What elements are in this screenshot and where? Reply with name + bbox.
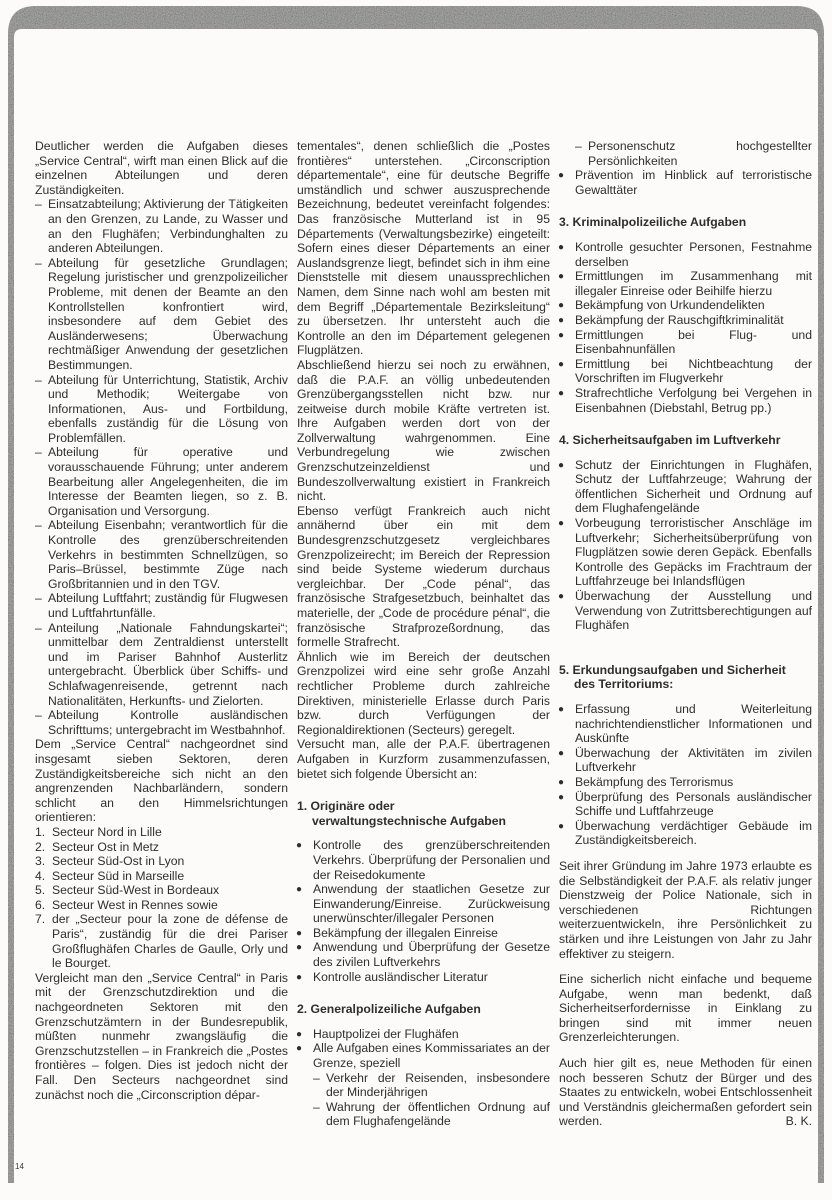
numbered-item: [35, 869, 288, 884]
item-text: Secteur West in Rennes sowie: [52, 897, 218, 912]
page-number: 14: [15, 1162, 24, 1171]
bullet-item: ● Kontrolle gesuchter Personen, Festnahme derselben: [559, 240, 812, 269]
item-text: Secteur Ost in Metz: [52, 839, 160, 854]
heading-line: des Territoriums:: [574, 677, 674, 692]
bullet-item: ● Kontrolle des grenzüberschreitenden Verkehrs. Überprüfung der Personalien und der Reisedokumente: [297, 838, 550, 882]
item-number: 3.: [35, 854, 46, 869]
item-number: 5.: [35, 883, 46, 898]
bullet-item: ● Bekämpfung der Rauschgiftkriminalität: [559, 313, 812, 328]
section-heading-4: 4. Sicherheitsaufgaben im Luftverkehr: [559, 433, 781, 448]
heading-line: 5. Erkundungsaufgaben und Sicherheit: [559, 662, 786, 677]
item-text: Secteur Süd-West in Bordeaux: [52, 883, 220, 898]
list-item: – Abteilung für Unterrichtung, Statistik, Archiv und Methodik; Weitergabe von Informationen, Aus- und Fortbildung, ebenfalls zuständig für die Lösung von Problemfällen.: [35, 373, 288, 446]
bullet-item: ● Überprüfung des Personals ausländischer Schiffe und Luftfahrzeuge: [559, 790, 812, 819]
bullet-item: ● Schutz der Einrichtungen in Flughäfen, Schutz der Luftfahrzeuge; Wahrung der öffentlichen Sicherheit und Ordnung auf dem Flughafengelände: [559, 458, 812, 516]
numbered-item: [35, 898, 288, 913]
bullet-item: ● Erfassung und Weiterleitung nachrichtendienstlicher Informationen und Auskünfte: [559, 702, 812, 746]
column-2: [297, 139, 550, 1129]
section-heading-5: [559, 663, 812, 692]
heading-line: 1. Originäre oder: [297, 799, 395, 814]
paragraph: tementales“, denen schließlich die „Postes frontières“ unterstehen. „Circonscription départementale“, eine für deutsche Begriffe umständlich und schwer auszusprechende Bezeichnung, bedeutet vereinfacht folgendes: Das französische Mutterland ist in 95 Départements (Verwaltungsbezirke) eingeteilt: Sofern eines dieser Départements an einer Auslandsgrenze liegt, befindet sich in ihm eine Dienststelle mit diesem unaussprechlichen Namen, dem Sinne nach wohl am besten mit dem Begriff „Départementale Bezirksleitung“ zu übersetzen. Ihr untersteht auch die Kontrolle an den im Département gelegenen Flugplätzen.: [297, 139, 550, 358]
bullet-item: ● Alle Aufgaben eines Kommissariates an der Grenze, speziell: [297, 1041, 550, 1070]
heading-line: verwaltungstechnische Aufgaben: [312, 813, 506, 828]
paragraph: Dem „Service Central“ nachgeordnet sind insgesamt sieben Sektoren, deren Zuständigkeitsbereiche sich nicht an den angrenzenden Nachbarländern, sondern schlicht an den Himmelsrichtungen orientieren:: [35, 737, 288, 825]
paragraph: Auch hier gilt es, neue Methoden für einen noch besseren Schutz der Bürger und des Staates zu entwickeln, wobei Entschlossenheit und Verständnis gleichermaßen gefordert sein werden.: [559, 1056, 812, 1129]
sub-list-item: – Verkehr der Reisenden, insbesondere der Minderjährigen: [297, 1071, 550, 1100]
bullet-item: ● Anwendung und Überprüfung der Gesetze des zivilen Luftverkehrs: [297, 940, 550, 969]
item-number: 4.: [35, 868, 46, 883]
list-item: – Abteilung Kontrolle ausländischen Schrifttums; untergebracht im Westbahnhof.: [35, 708, 288, 737]
item-number: 7.: [35, 912, 46, 927]
paragraph: Abschließend hierzu sei noch zu erwähnen, daß die P.A.F. an völlig unbedeutenden Grenzübergangsstellen nicht bzw. nur zeitweise durch mobile Kräfte vertreten ist. Ihre Aufgaben werden dort von der Zollverwaltung wahrgenommen. Eine Verbundregelung wie zwischen Grenzschutzeinzeldienst und Bundeszollverwaltung existiert in Frankreich nicht.: [297, 357, 550, 504]
bullet-item: ● Ermittlungen bei Flug- und Eisenbahnunfällen: [559, 328, 812, 357]
author-initials: B. K.: [785, 1114, 812, 1129]
item-number: 1.: [35, 824, 46, 839]
list-item: – Abteilung für operative und vorausschauende Führung; unter anderem Bearbeitung aller Angelegenheiten, die im Interesse der Beamten liegen, so z. B. Organisation und Versorgung.: [35, 445, 288, 518]
paragraph: Vergleicht man den „Service Central“ in Paris mit der Grenzschutzdirektion und die nachgeordneten Sektoren mit den Grenzschutzämtern in der Bundesrepublik, müßten nunmehr zwangsläufig die Grenzschutzstellen – in Frankreich die „Postes frontières – folgen. Dies ist jedoch nicht der Fall. Den Secteurs nachgeordnet sind zunächst noch die „Circonscription dépar-: [35, 970, 288, 1102]
list-item: – Abteilung Eisenbahn; verantwortlich für die Kontrolle des grenzüberschreitenden Verkehrs in bestimmten Schnellzügen, so Paris–Brüssel, bestimmte Züge nach Großbritannien und in den TGV.: [35, 518, 288, 591]
paragraph: Ebenso verfügt Frankreich auch nicht annähernd über ein mit dem Bundesgrenzschutzgesetz vergleichbares Grenzpolizeirecht; im Bereich der Repression sind beide Systeme wiederum durchaus vergleichbar. Der „Code pénal“, das französische Strafgesetzbuch, beinhaltet das materielle, der „Code de procédure pénal“, die französische Strafprozeßordnung, das formelle Strafrecht.: [297, 503, 550, 650]
bullet-item: ● Überwachung der Ausstellung und Verwendung von Zutrittsberechtigungen auf Flughäfen: [559, 589, 812, 633]
list-item: – Abteilung für gesetzliche Grundlagen; Regelung juristischer und grenzpolizeilicher Probleme, mit denen der Beamte an den Kontrollstellen konfrontiert wird, insbesondere auf dem Gebiet des Ausländerwesens; Überwachung rechtmäßiger Anwendung der gesetzlichen Bestimmungen.: [35, 256, 288, 373]
item-number: 2.: [35, 839, 46, 854]
bullet-item: ● Anwendung der staatlichen Gesetze zur Einwanderung/Einreise. Zurückweisung unerwünschter/illegaler Personen: [297, 882, 550, 926]
bullet-item: ● Überwachung verdächtiger Gebäude im Zuständigkeitsbereich.: [559, 819, 812, 848]
bullet-item: ● Ermittlungen im Zusammenhang mit illegaler Einreise oder Beihilfe hierzu: [559, 269, 812, 298]
bullet-item: ● Hauptpolizei der Flughäfen: [297, 1027, 550, 1042]
column-1: [35, 139, 288, 1129]
numbered-item: [35, 840, 288, 855]
numbered-item: [35, 854, 288, 869]
paragraph: Versucht man, alle der P.A.F. übertragenen Aufgaben in Kurzform zusammenzufassen, bietet sich folgende Übersicht an:: [297, 737, 550, 781]
item-number: 6.: [35, 897, 46, 912]
bullet-item: ● Bekämpfung der illegalen Einreise: [297, 926, 550, 941]
list-item: – Abteilung Luftfahrt; zuständig für Flugwesen und Luftfahrtunfälle.: [35, 591, 288, 620]
paragraph: Ähnlich wie im Bereich der deutschen Grenzpolizei wird eine sehr große Anzahl rechtlicher Probleme durch zahlreiche Direktiven, ministerielle Erlasse durch Paris bzw. durch Verfügungen der Regionaldirektionen (Secteurs) geregelt.: [297, 649, 550, 737]
item-text: Secteur Süd-Ost in Lyon: [52, 854, 185, 869]
item-text: Secteur Nord in Lille: [52, 824, 162, 839]
paragraph: Seit ihrer Gründung im Jahre 1973 erlaubte es die Selbständigkeit der P.A.F. als relativ junger Dienstzweig der Police Nationale, sich in verschiedenen Richtungen weiterzuentwickeln, ihre Persönlichkeit zu stärken und ihre Leistungen von Jahr zu Jahr effektiver zu steigern.: [559, 858, 812, 961]
sub-list-item: – Personenschutz hochgestellter Persönlichkeiten: [559, 139, 812, 168]
item-text: der „Secteur pour la zone de défense de Paris“, zuständig für die drei Pariser Großflughäfen Charles de Gaulle, Orly und le Bourget.: [52, 912, 288, 971]
section-heading-1: [297, 799, 550, 828]
bullet-item: ● Prävention im Hinblick auf terroristische Gewalttäter: [559, 168, 812, 197]
bullet-item: ● Bekämpfung des Terrorismus: [559, 775, 812, 790]
item-text: Secteur Süd in Marseille: [52, 868, 185, 883]
section-heading-3: 3. Kriminalpolizeiliche Aufgaben: [559, 215, 747, 230]
list-item: – Anteilung „Nationale Fahndungskartei“; unmittelbar dem Zentraldienst unterstellt und im Pariser Bahnhof Austerlitz untergebracht. Überblick über Schiffs- und Schlafwagenreisende, getrennt nach Nationalitäten, Herkunfts- und Zielorten.: [35, 621, 288, 709]
column-3: [559, 139, 812, 1129]
numbered-item: [35, 825, 288, 840]
bullet-item: ● Ermittlung bei Nichtbeachtung der Vorschriften im Flugverkehr: [559, 357, 812, 386]
list-item: – Einsatzabteilung; Aktivierung der Tätigkeiten an den Grenzen, zu Lande, zu Wasser und an den Flughäfen; Verbindunghalten zu anderen Abteilungen.: [35, 197, 288, 255]
bullet-item: ● Vorbeugung terroristischer Anschläge im Luftverkehr; Sicherheitsüberprüfung von Flugplätzen sowie deren Gepäck. Ebenfalls Kontrolle des Gepäcks im Frachtraum der Luftfahrzeuge bei Inlandsflügen: [559, 516, 812, 589]
paragraph: Deutlicher werden die Aufgaben dieses „Service Central“, wirft man einen Blick auf die einzelnen Abteilungen und deren Zuständigkeiten.: [35, 139, 288, 197]
bullet-item: ● Kontrolle ausländischer Literatur: [297, 970, 550, 985]
sub-list-item: – Wahrung der öffentlichen Ordnung auf dem Flughafengelände: [297, 1100, 550, 1129]
closing-paragraph: [559, 1056, 812, 1129]
article-columns: [35, 139, 812, 1129]
numbered-item: [35, 883, 288, 898]
section-heading-2: 2. Generalpolizeiliche Aufgaben: [297, 1002, 481, 1017]
bullet-item: ● Überwachung der Aktivitäten im zivilen Luftverkehr: [559, 746, 812, 775]
bullet-item: ● Bekämpfung von Urkundendelikten: [559, 298, 812, 313]
paragraph: Eine sicherlich nicht einfache und bequeme Aufgabe, wenn man bedenkt, daß Sicherheitserfordernisse in Einklang zu bringen sind mit immer neuen Grenzerleichterungen.: [559, 972, 812, 1045]
bullet-item: ● Strafrechtliche Verfolgung bei Vergehen in Eisenbahnen (Diebstahl, Betrug pp.): [559, 386, 812, 415]
numbered-item: [35, 912, 288, 970]
